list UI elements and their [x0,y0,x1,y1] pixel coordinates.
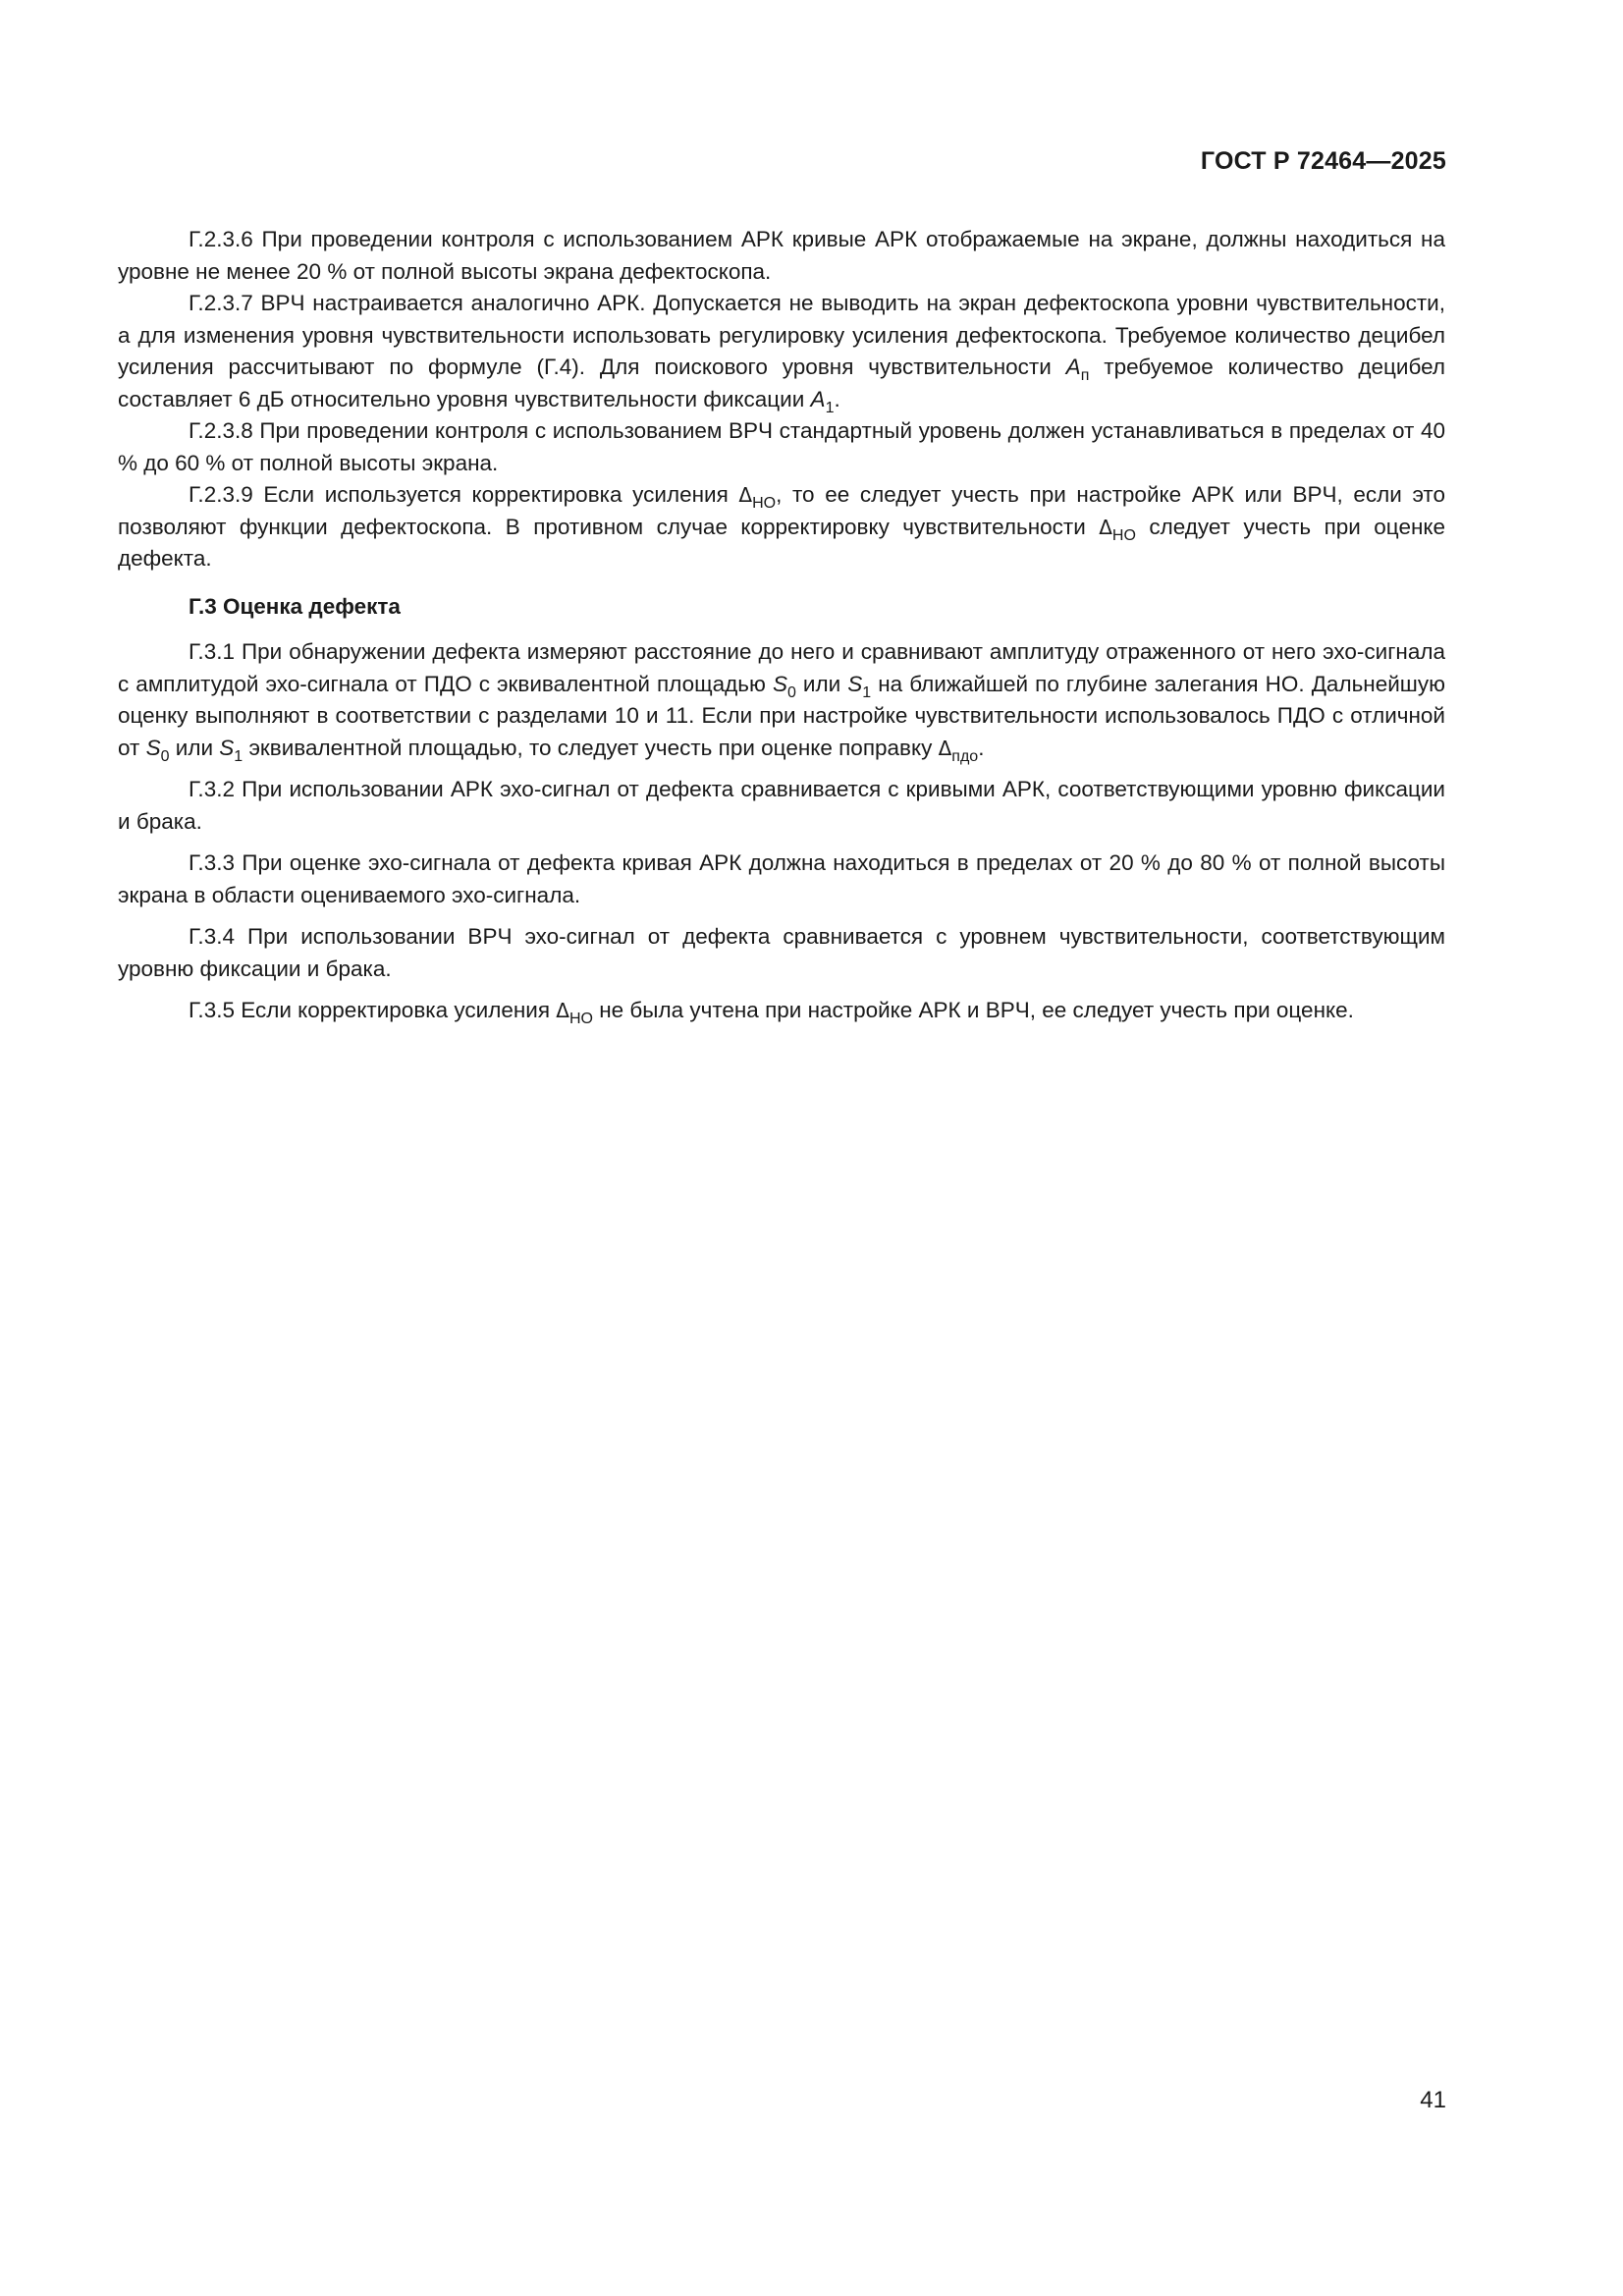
delta-symbol: Δ [556,999,569,1022]
paragraph-g-2-3-7 [118,288,1445,415]
delta-symbol: Δ [738,483,753,507]
symbol-a: A [810,386,826,411]
paragraph-g-3-1 [118,636,1445,764]
paragraph-g-2-3-8: Г.2.3.8 При проведении контроля с использованием ВРЧ стандартный уровень должен устанавливаться в пределах от 40 % до 60 % от полной высоты экрана. [118,418,1445,475]
document-body [118,224,1445,1027]
text-run: или [169,735,220,760]
delta-symbol: Δ [1099,515,1112,539]
text-run: . [978,735,985,760]
paragraph-g-3-4: Г.3.4 При использовании ВРЧ эхо-сигнал от дефекта сравнивается с уровнем чувствительности, соответствующим уровню фиксации и брака. [118,924,1445,981]
paragraph-g-2-3-9 [118,479,1445,575]
subscript: 0 [160,747,170,765]
subscript: НО [1111,526,1136,544]
paragraph-g-3-3: Г.3.3 При оценке эхо-сигнала от дефекта кривая АРК должна находиться в пределах от 20 % до 80 % от полной высоты экрана в области оцениваемого эхо-сигнала. [118,850,1445,907]
paragraph-g-3-5 [118,995,1445,1027]
subscript: пдо [951,747,979,765]
section-heading-g-3: Г.3 Оценка дефекта [189,593,401,619]
symbol-s: S [145,735,161,760]
subscript: 0 [786,683,796,701]
text-run: не была учтена при настройке АРК и ВРЧ, ее следует учесть при оценке. [592,998,1354,1022]
symbol-s: S [219,735,235,760]
text-run: Г.2.3.9 Если используется корректировка усиления [189,482,739,507]
text-run: Г.3.5 Если корректировка усиления [189,998,557,1022]
text-run: на ближайшей по глубине залегания НО. Дальнейшую оценку выполняют в соответствии с разделами 10 и 11. Если при настройке чувствительности использовалось ПДО с отличной от [118,671,1445,760]
paragraph-g-3-2: Г.3.2 При использовании АРК эхо-сигнал от дефекта сравнивается с кривыми АРК, соответствующими уровню фиксации и брака. [118,777,1445,834]
symbol-s: S [847,671,863,696]
text-run: или [795,671,848,696]
subscript: 1 [234,747,243,765]
text-run: Г.3.1 При обнаружении дефекта измеряют расстояние до него и сравнивают амплитуду отраженного от него эхо-сигнала с амплитудой эхо-сигнала от ПДО с эквивалентной площадью [118,639,1445,696]
text-run: Г.2.3.7 ВРЧ настраивается аналогично АРК. Допускается не выводить на экран дефектоскопа уровни чувствительности, а для изменения уровня чувствительности использовать регулировку усиления дефектоскопа. Требуемое количество децибел усиления рассчитывают по формуле (Г.4). Для поискового уровня чувствительности [118,291,1445,379]
subscript: НО [752,495,777,512]
symbol-a: A [1065,355,1081,379]
subscript: НО [568,1011,593,1027]
delta-symbol: Δ [938,736,952,760]
paragraph-g-2-3-6: Г.2.3.6 При проведении контроля с использованием АРК кривые АРК отображаемые на экране, должны находиться на уровне не менее 20 % от полной высоты экрана дефектоскопа. [118,227,1445,284]
subscript: 1 [825,399,835,416]
symbol-s: S [772,671,787,696]
subscript: 1 [862,683,872,701]
text-run: эквивалентной площадью, то следует учесть при оценке поправку [243,735,939,760]
page-number: 41 [1420,2087,1446,2113]
text-run: следует учесть при оценке дефекта. [118,514,1445,571]
text-run: требуемое количество децибел составляет 6 дБ относительно уровня чувствительности фиксации [118,355,1445,411]
text-run: . [834,386,840,411]
subscript: п [1080,367,1090,384]
text-run: , то ее следует учесть при настройке АРК или ВРЧ, если это позволяют функции дефектоскопа. В противном случае корректировку чувствительности [118,482,1445,539]
document-code: ГОСТ Р 72464—2025 [1200,147,1446,175]
